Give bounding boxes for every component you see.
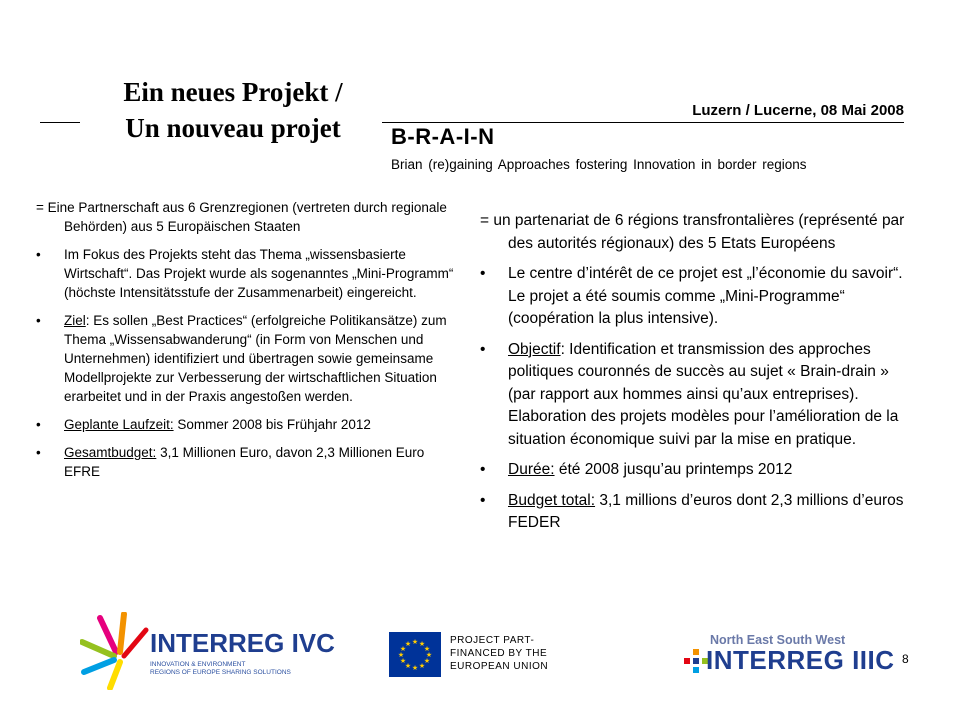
svg-text:★: ★	[399, 657, 407, 665]
german-goal-text: : Es sollen „Best Practices“ (erfolgreiche Politikansätze) zum Thema „Wissensabwanderung“ (in Form von Menschen und Unternehmen) identifiziert und übertragen sowie gemeinsame Modellprojekte zur Verbesserung der wirtschaftlichen Situation erarbeitet und in der Praxis angestoßen werden.	[64, 313, 447, 404]
french-intro: = un partenariat de 6 régions transfrontalières (représenté par des autorités régionaux) des 5 Etats Européens	[480, 212, 905, 252]
german-focus-text: Im Fokus des Projekts steht das Thema „wissensbasierte Wirtschaft“. Das Projekt wurde als sogenanntes „Mini-Programm“ (höchste Intensitätsstufe der Zusammenarbeit) eingereicht.	[64, 247, 454, 300]
project-acronym: B-R-A-I-N	[391, 124, 495, 149]
french-column	[480, 210, 905, 543]
german-column	[36, 198, 460, 490]
interreg-ivc-tagline	[150, 661, 340, 677]
bullet-icon: •	[480, 265, 486, 282]
french-focus-text: Le centre d’intérêt de ce projet est „l’économie du savoir“. Le projet a été soumis comme „Mini-Programme“ (coopération la plus intensive).	[508, 265, 903, 327]
french-duration-label: Durée:	[508, 461, 555, 478]
interreg-iiic-tagline: North East South West	[710, 633, 846, 647]
bullet-icon: •	[36, 417, 41, 432]
page-title	[88, 74, 378, 146]
interreg-ivc-tagline-2: REGIONS OF EUROPE SHARING SOLUTIONS	[150, 669, 291, 676]
bullet-icon: •	[480, 461, 486, 478]
starburst-icon	[82, 614, 146, 688]
french-goal-item	[480, 339, 905, 452]
german-intro: = Eine Partnerschaft aus 6 Grenzregionen (vertreten durch regionale Behörden) aus 5 Europäischen Staaten	[36, 200, 447, 234]
interreg-iiic-logo-icon	[684, 649, 708, 673]
svg-text:★: ★	[399, 645, 407, 653]
french-goal-text: : Identification et transmission des approches politiques couronnés de succès au sujet « Brain-drain » (par rapport aux hommes ainsi qu’aux entreprises). Elaboration des projets modèles pour l’amélioration de la situation économique suivi par la mise en pratique.	[508, 340, 899, 448]
german-budget-label: Gesamtbudget:	[64, 445, 157, 460]
french-duration-text: été 2008 jusqu’au printemps 2012	[554, 461, 793, 478]
german-focus-item	[36, 245, 460, 302]
svg-text:★: ★	[411, 638, 419, 646]
bullet-icon: •	[480, 491, 486, 509]
svg-text:★: ★	[423, 657, 431, 665]
bullet-icon: •	[480, 340, 486, 358]
svg-text:★: ★	[397, 651, 405, 659]
bullet-icon: •	[36, 445, 41, 460]
german-duration-item	[36, 415, 460, 434]
eu-funding-text: PROJECT PART-FINANCED BY THE EUROPEAN UNION	[450, 635, 549, 672]
title-rule-left	[40, 122, 80, 123]
page-number: 8	[902, 652, 909, 666]
svg-text:★: ★	[404, 640, 412, 648]
interreg-ivc-tagline-1: INNOVATION & ENVIRONMENT	[150, 661, 246, 668]
title-rule-right	[382, 122, 904, 123]
title-line-french: Un nouveau projet	[125, 113, 341, 143]
project-full-name: Brian (re)gaining Approaches fostering Innovation in border regions	[391, 157, 807, 172]
interreg-ivc-name: INTERREG IVC	[150, 628, 335, 658]
svg-text:★: ★	[425, 651, 433, 659]
bullet-icon: •	[36, 247, 41, 262]
german-goal-item	[36, 311, 460, 406]
svg-text:★: ★	[418, 662, 426, 670]
french-focus-item	[480, 263, 905, 331]
french-budget-label: Budget total:	[508, 491, 596, 509]
bullet-icon: •	[36, 313, 41, 328]
svg-text:★: ★	[423, 645, 431, 653]
french-duration-item	[480, 459, 905, 482]
eu-flag-icon	[389, 632, 441, 677]
french-goal-label: Objectif	[508, 340, 561, 358]
french-budget-text: 3,1 millions d’euros dont 2,3 millions d’euros FEDER	[508, 491, 904, 531]
svg-text:★: ★	[404, 662, 412, 670]
german-budget-text: 3,1 Millionen Euro, davon 2,3 Millionen Euro EFRE	[64, 445, 425, 479]
svg-text:★: ★	[411, 664, 419, 672]
interreg-iiic-name: INTERREG IIIC	[706, 645, 895, 675]
svg-text:★: ★	[418, 640, 426, 648]
french-budget-item	[480, 490, 905, 535]
date-location: Luzern / Lucerne, 08 Mai 2008	[692, 102, 904, 119]
german-duration-label: Geplante Laufzeit:	[64, 417, 174, 432]
german-budget-item	[36, 443, 460, 481]
german-goal-label: Ziel	[64, 313, 86, 328]
german-duration-text: Sommer 2008 bis Frühjahr 2012	[173, 417, 371, 432]
title-line-german: Ein neues Projekt /	[123, 77, 343, 107]
